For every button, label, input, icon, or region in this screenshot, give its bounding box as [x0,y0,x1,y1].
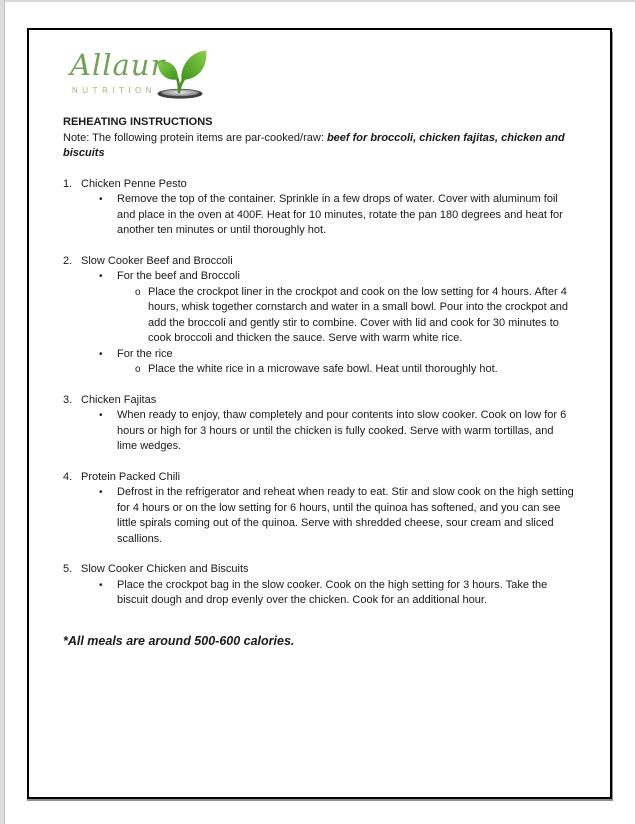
document-content [63,30,576,649]
bullet-text: For the rice [117,347,173,360]
bullet-icon: • [99,487,103,498]
calories-note: *All meals are around 500-600 calories. [63,633,295,648]
list-item [63,485,576,547]
section-number: 2. [63,254,73,267]
bullet-text: When ready to enjoy, thaw completely and pour contents into slow cooker. Cook on low for 6 hours or high for 3 hours or until the chicken is fully cooked. Serve with warm tortillas, and lime wedges. [117,409,567,452]
list-item [63,347,576,363]
logo-subtitle: NUTRITION [72,85,157,95]
page-title: REHEATING INSTRUCTIONS [63,116,213,128]
note-emphasis: beef for broccoli, chicken fajitas, chicken and biscuits [63,131,565,159]
bullet-text: Place the crockpot bag in the slow cooker. Cook on the high setting for 3 hours. Take the biscuit dough and drop evenly over the chicken. Cook for an additional hour. [117,578,548,606]
window-edge-top [0,0,635,2]
window-edge-left [0,0,5,824]
document-page [27,28,612,799]
section-number: 4. [63,470,73,483]
section-title: Chicken Fajitas [81,393,157,406]
note-prefix: Note: The following protein items are par-cooked/raw: [63,131,327,144]
bullet-icon: • [99,410,103,421]
logo [70,42,576,98]
section-title: Chicken Penne Pesto [81,177,187,190]
section-number: 1. [63,177,73,190]
bullet-text: For the beef and Broccoli [117,270,240,282]
section-title: Slow Cooker Beef and Broccoli [81,254,233,267]
bullet-icon: • [99,579,103,591]
section-title: Protein Packed Chili [81,470,181,483]
bullet-text: Defrost in the refrigerator and reheat when ready to eat. Stir and slow cook on the high setting for 4 hours or on the low setting for 6 hours, until the quinoa has softened, and you can see little spirals coming out of the quinoa. Serve with shredded cheese, sour cream and sliced scallions. [117,486,574,545]
section-number: 5. [63,563,73,575]
section-heading [63,470,576,486]
section-chicken-fajitas [63,393,576,455]
section-title: Slow Cooker Chicken and Biscuits [81,563,249,575]
bullet-text: Remove the top of the container. Sprinkle in a few drops of water. Cover with aluminum foil and place in the oven at 400F. Heat for 10 minutes, rotate the pan 180 degrees and heat for another ten minutes or until thoroughly hot. [117,193,563,236]
section-protein-packed-chili [63,470,576,548]
sub-list-item [63,362,576,378]
section-heading [63,254,576,270]
bullet-icon: • [99,194,103,205]
section-number: 3. [63,393,73,406]
section-chicken-and-biscuits [63,562,576,609]
list-item [63,192,576,239]
section-heading [63,177,576,193]
note-paragraph [63,131,576,162]
bullet-icon: • [99,348,103,360]
list-item [63,269,576,285]
sub-bullet-icon: o [135,286,141,298]
sub-bullet-text: Place the crockpot liner in the crockpot and cook on the low setting for 4 hours. After 4 hours, whisk together cornstarch and water in a small bowl. Pour into the crockpot and add the broccoli and gently stir to combine. Cover with lid and cook for 30 minutes to cook broccoli and thicken the sauce. Serve with warm white rice. [148,285,569,344]
section-heading [63,393,576,409]
section-beef-and-broccoli [63,254,576,378]
sub-bullet-text: Place the white rice in a microwave safe bowl. Heat until thoroughly hot. [148,363,498,375]
bullet-icon: • [99,271,103,282]
section-chicken-penne-pesto [63,177,576,239]
sub-list-item [63,285,576,347]
sub-bullet-icon: o [135,364,141,375]
list-item [63,578,576,609]
logo-wordmark: Allaur [70,47,166,82]
list-item [63,408,576,455]
logo-text-block [70,47,166,99]
section-heading [63,562,576,578]
